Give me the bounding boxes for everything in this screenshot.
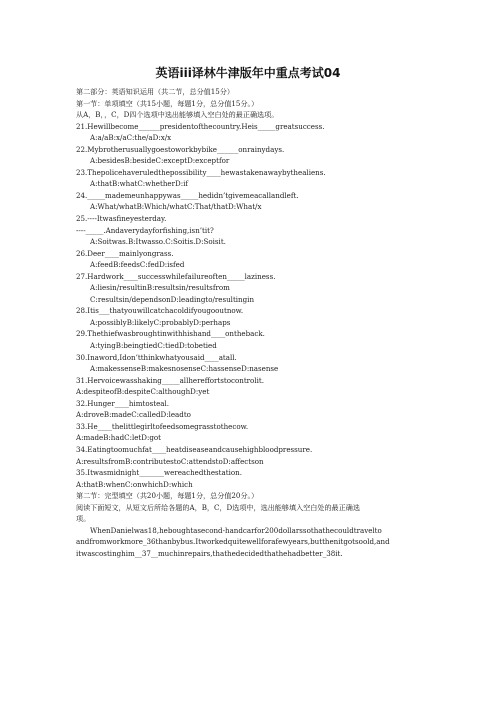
- text-line: 33.He____thelittlegirltofeedsomegrasstothecow.: [76, 421, 249, 431]
- text-line: A:liesin/resultinB:resultsin/resultsfrom: [90, 283, 230, 293]
- text-line: A:droveB:madeC:calledD:leadto: [76, 410, 191, 420]
- text-line: A:tyingB:beingtiedC:tiedD:tobetied: [90, 341, 217, 351]
- text-line: 22.Mybrotherusuallygoestoworkbybike______onrainydays.: [76, 144, 285, 154]
- text-line: 25.----Itwasfineyesterday.: [76, 214, 167, 224]
- text-line: 24._____mademeunhappywas_____hedidn’tgivemeacallandleft.: [76, 190, 299, 200]
- text-line: A:Soitwas.B:Itwasso.C:Soitis.D:Soisit.: [90, 237, 226, 247]
- text-line: 阅读下面短文，从短文后所给各题的A，B，C，D选项中，选出能够填入空白处的最正确选: [76, 502, 360, 512]
- text-line: A:feedB:feedsC:fedD:isfed: [90, 260, 185, 270]
- text-line: ----_____.Andaverydayforfishing,isn’tit?: [76, 225, 214, 235]
- text-line: 31.Hervoicewasshaking_____allhereffortstocontrolit.: [76, 375, 264, 385]
- text-line: 35.Itwasmidnight_______wereachedthestation.: [76, 468, 242, 478]
- text-line: 21.Hewillbecome______presidentofthecountry.Heis_____greatsuccess.: [76, 121, 325, 131]
- document-title: 英语iii译林牛津版年中重点考试04: [155, 66, 341, 80]
- text-line: 项。: [76, 514, 91, 524]
- text-line: 29.Thethiefwasbroughtinwithhishand____ontheback.: [76, 329, 265, 339]
- text-line: A:possiblyB:likelyC:probablyD:perhaps: [90, 317, 231, 327]
- text-line: A:What/whatB:Which/whatC:That/thatD:What/x: [90, 202, 262, 212]
- text-line: A:resultsfromB:contributestoC:attendstoD:affectson: [76, 456, 264, 466]
- text-line: itwascostinghim__37__muchinrepairs,thathedecidedthathehadbetter_38it.: [76, 548, 343, 558]
- text-line: 26.Deer____mainlyongrass.: [76, 248, 174, 258]
- text-line: A:thatB:whenC:onwhichD:which: [76, 479, 193, 489]
- text-line: A:thatB:whatC:whetherD:if: [90, 179, 188, 189]
- text-line: 30.Inaword,Idon’tthinkwhatyousaid____atall.: [76, 352, 237, 362]
- text-line: A:madeB:hadC:letD:got: [76, 433, 162, 443]
- text-line: 第二部分：英语知识运用（共二节，总分值15分）: [76, 87, 234, 96]
- text-line: 27.Hardwork____successwhilefailureoften_____laziness.: [76, 271, 276, 281]
- text-line: 从A，B，，C，D四个选项中选出能够填入空白处的最正确选项。: [76, 110, 279, 120]
- text-line: C:resultsin/dependsonD:leadingto/resultingin: [90, 294, 255, 304]
- text-line: A:makessenseB:makesnosenseC:hassenseD:nasense: [90, 364, 279, 374]
- text-line: A:besidesB:besideC:exceptD:exceptfor: [90, 156, 230, 166]
- text-line: A:despiteofB:despiteC:althoughD:yet: [76, 387, 210, 397]
- text-line: 32.Hunger____himtosteal.: [76, 398, 170, 408]
- document-body: [76, 86, 486, 559]
- text-line: 第二节：完型填空（共20小题，每题1分，总分值20分。）: [76, 491, 259, 501]
- text-line: 第一节：单项填空（共15小题，每题1分，总分值15分。）: [76, 98, 259, 108]
- text-line: 28.Itis___thatyouwillcatchacoldifyougooutnow.: [76, 306, 244, 316]
- text-line: andfromworkmore_36thanbybus.Itworkedquitewellforafewyears,butthenitgotsoold,and: [76, 537, 390, 547]
- text-line: 34.Eatingtoomuchfat____heatdiseaseandcausehighbloodpressure.: [76, 444, 313, 454]
- text-line: A:a/aB:x/aC:the/aD:x/x: [90, 133, 172, 143]
- text-line: WhenDanielwas18,heboughtasecond-handcarfor200dollarssothathecouldtravelto: [90, 525, 382, 535]
- text-line: 23.Thepolicehaveruledthepossibility____hewastakenawaybythealiens.: [76, 167, 326, 177]
